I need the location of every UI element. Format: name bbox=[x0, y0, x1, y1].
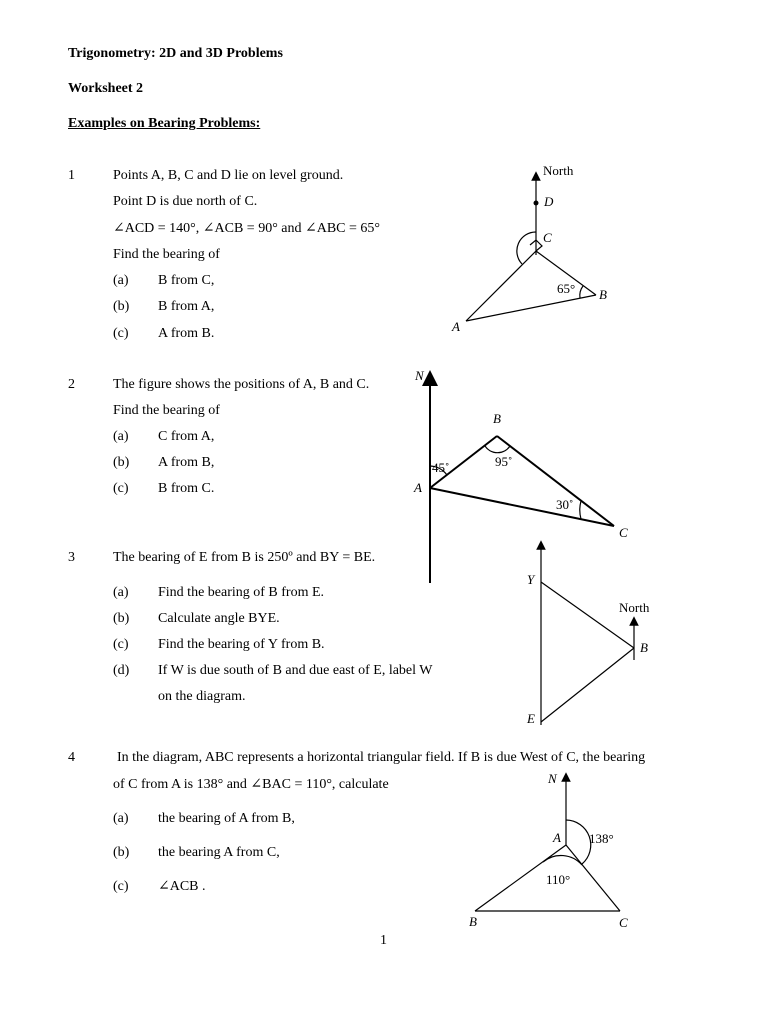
angle-label-a: 45˚ bbox=[432, 460, 450, 475]
label-e: E bbox=[527, 711, 535, 726]
segment-ac bbox=[430, 488, 614, 526]
question-text: of C from A is 138° and ∠BAC = 110°, calculate bbox=[113, 777, 389, 792]
angle-label-north: 138° bbox=[589, 831, 614, 846]
label-b: B bbox=[469, 914, 477, 929]
part-text: Calculate angle BYE. bbox=[158, 611, 280, 626]
angle-label-b: 95˚ bbox=[495, 454, 513, 469]
part-text: on the diagram. bbox=[158, 689, 246, 704]
north-label: N bbox=[548, 771, 557, 786]
q4-diagram bbox=[469, 771, 628, 930]
angle-arc-acd bbox=[517, 232, 536, 264]
section-heading: Examples on Bearing Problems: bbox=[68, 116, 261, 131]
label-b: B bbox=[599, 287, 607, 302]
part-label: (a) bbox=[113, 429, 129, 444]
q3-diagram bbox=[526, 545, 650, 726]
north-label: North bbox=[543, 163, 574, 178]
part-label: (c) bbox=[113, 637, 129, 652]
part-label: (c) bbox=[113, 481, 129, 496]
label-a: A bbox=[553, 830, 561, 845]
segment-bc bbox=[497, 436, 614, 526]
angle-arc-c bbox=[580, 501, 581, 519]
label-a: A bbox=[414, 480, 422, 495]
part-text: A from B, bbox=[158, 455, 215, 470]
part-text: the bearing of A from B, bbox=[158, 811, 295, 826]
label-y: Y bbox=[527, 572, 535, 587]
part-label: (d) bbox=[113, 663, 130, 678]
part-text: C from A, bbox=[158, 429, 215, 444]
part-label: (b) bbox=[113, 611, 130, 626]
part-text: B from C. bbox=[158, 481, 215, 496]
angle-arc-b bbox=[485, 446, 510, 453]
part-text: A from B. bbox=[158, 326, 215, 341]
point-d bbox=[534, 201, 539, 206]
question-number: 3 bbox=[68, 550, 75, 565]
document-title: Trigonometry: 2D and 3D Problems bbox=[68, 46, 283, 61]
angle-label-b: 65° bbox=[557, 281, 576, 296]
segment-eb bbox=[541, 648, 634, 722]
north-label: N bbox=[415, 368, 424, 383]
question-text: Find the bearing of bbox=[113, 403, 220, 418]
part-text: Find the bearing of Y from B. bbox=[158, 637, 325, 652]
label-b: B bbox=[640, 640, 648, 655]
label-c: C bbox=[543, 230, 552, 245]
angle-label-c: 30˚ bbox=[556, 497, 574, 512]
segment-ca bbox=[466, 251, 536, 321]
part-label: (a) bbox=[113, 273, 129, 288]
part-label: (a) bbox=[113, 585, 129, 600]
part-label: (c) bbox=[113, 326, 129, 341]
question-text: In the diagram, ABC represents a horizontal triangular field. If B is due West of C, the bearing bbox=[117, 750, 646, 765]
label-d: D bbox=[544, 194, 554, 209]
label-c: C bbox=[619, 915, 628, 930]
segment-ac bbox=[566, 845, 620, 911]
question-text: The figure shows the positions of A, B and C. bbox=[113, 377, 370, 392]
question-number: 2 bbox=[68, 377, 75, 392]
part-text: ∠ACB . bbox=[158, 879, 206, 894]
question-text: Find the bearing of bbox=[113, 247, 220, 262]
label-a: A bbox=[452, 319, 460, 334]
page-number: 1 bbox=[380, 933, 387, 948]
segment-yb bbox=[541, 582, 634, 648]
q2-diagram bbox=[413, 368, 628, 583]
part-label: (c) bbox=[113, 879, 129, 894]
label-b: B bbox=[493, 411, 501, 426]
part-label: (b) bbox=[113, 455, 130, 470]
segment-ab bbox=[466, 295, 596, 321]
question-text: ∠ACD = 140°, ∠ACB = 90° and ∠ABC = 65° bbox=[113, 221, 381, 236]
part-label: (b) bbox=[113, 845, 130, 860]
part-text: If W is due south of B and due east of E, label W bbox=[158, 663, 433, 678]
angle-arc-b bbox=[580, 286, 583, 298]
part-text: Find the bearing of B from E. bbox=[158, 585, 325, 600]
part-label: (b) bbox=[113, 299, 130, 314]
angle-label-a: 110° bbox=[546, 872, 571, 887]
part-text: B from A, bbox=[158, 299, 215, 314]
part-text: the bearing A from C, bbox=[158, 845, 280, 860]
question-text: The bearing of E from B is 250º and BY = BE. bbox=[113, 550, 376, 565]
worksheet-label: Worksheet 2 bbox=[68, 81, 144, 96]
question-number: 4 bbox=[68, 750, 75, 765]
question-text: Points A, B, C and D lie on level ground. bbox=[113, 168, 344, 183]
part-text: B from C, bbox=[158, 273, 215, 288]
part-label: (a) bbox=[113, 811, 129, 826]
q1-diagram bbox=[451, 163, 607, 334]
north-label: North bbox=[619, 600, 650, 615]
question-text: Point D is due north of C. bbox=[113, 194, 258, 209]
label-c: C bbox=[619, 525, 628, 540]
question-number: 1 bbox=[68, 168, 75, 183]
